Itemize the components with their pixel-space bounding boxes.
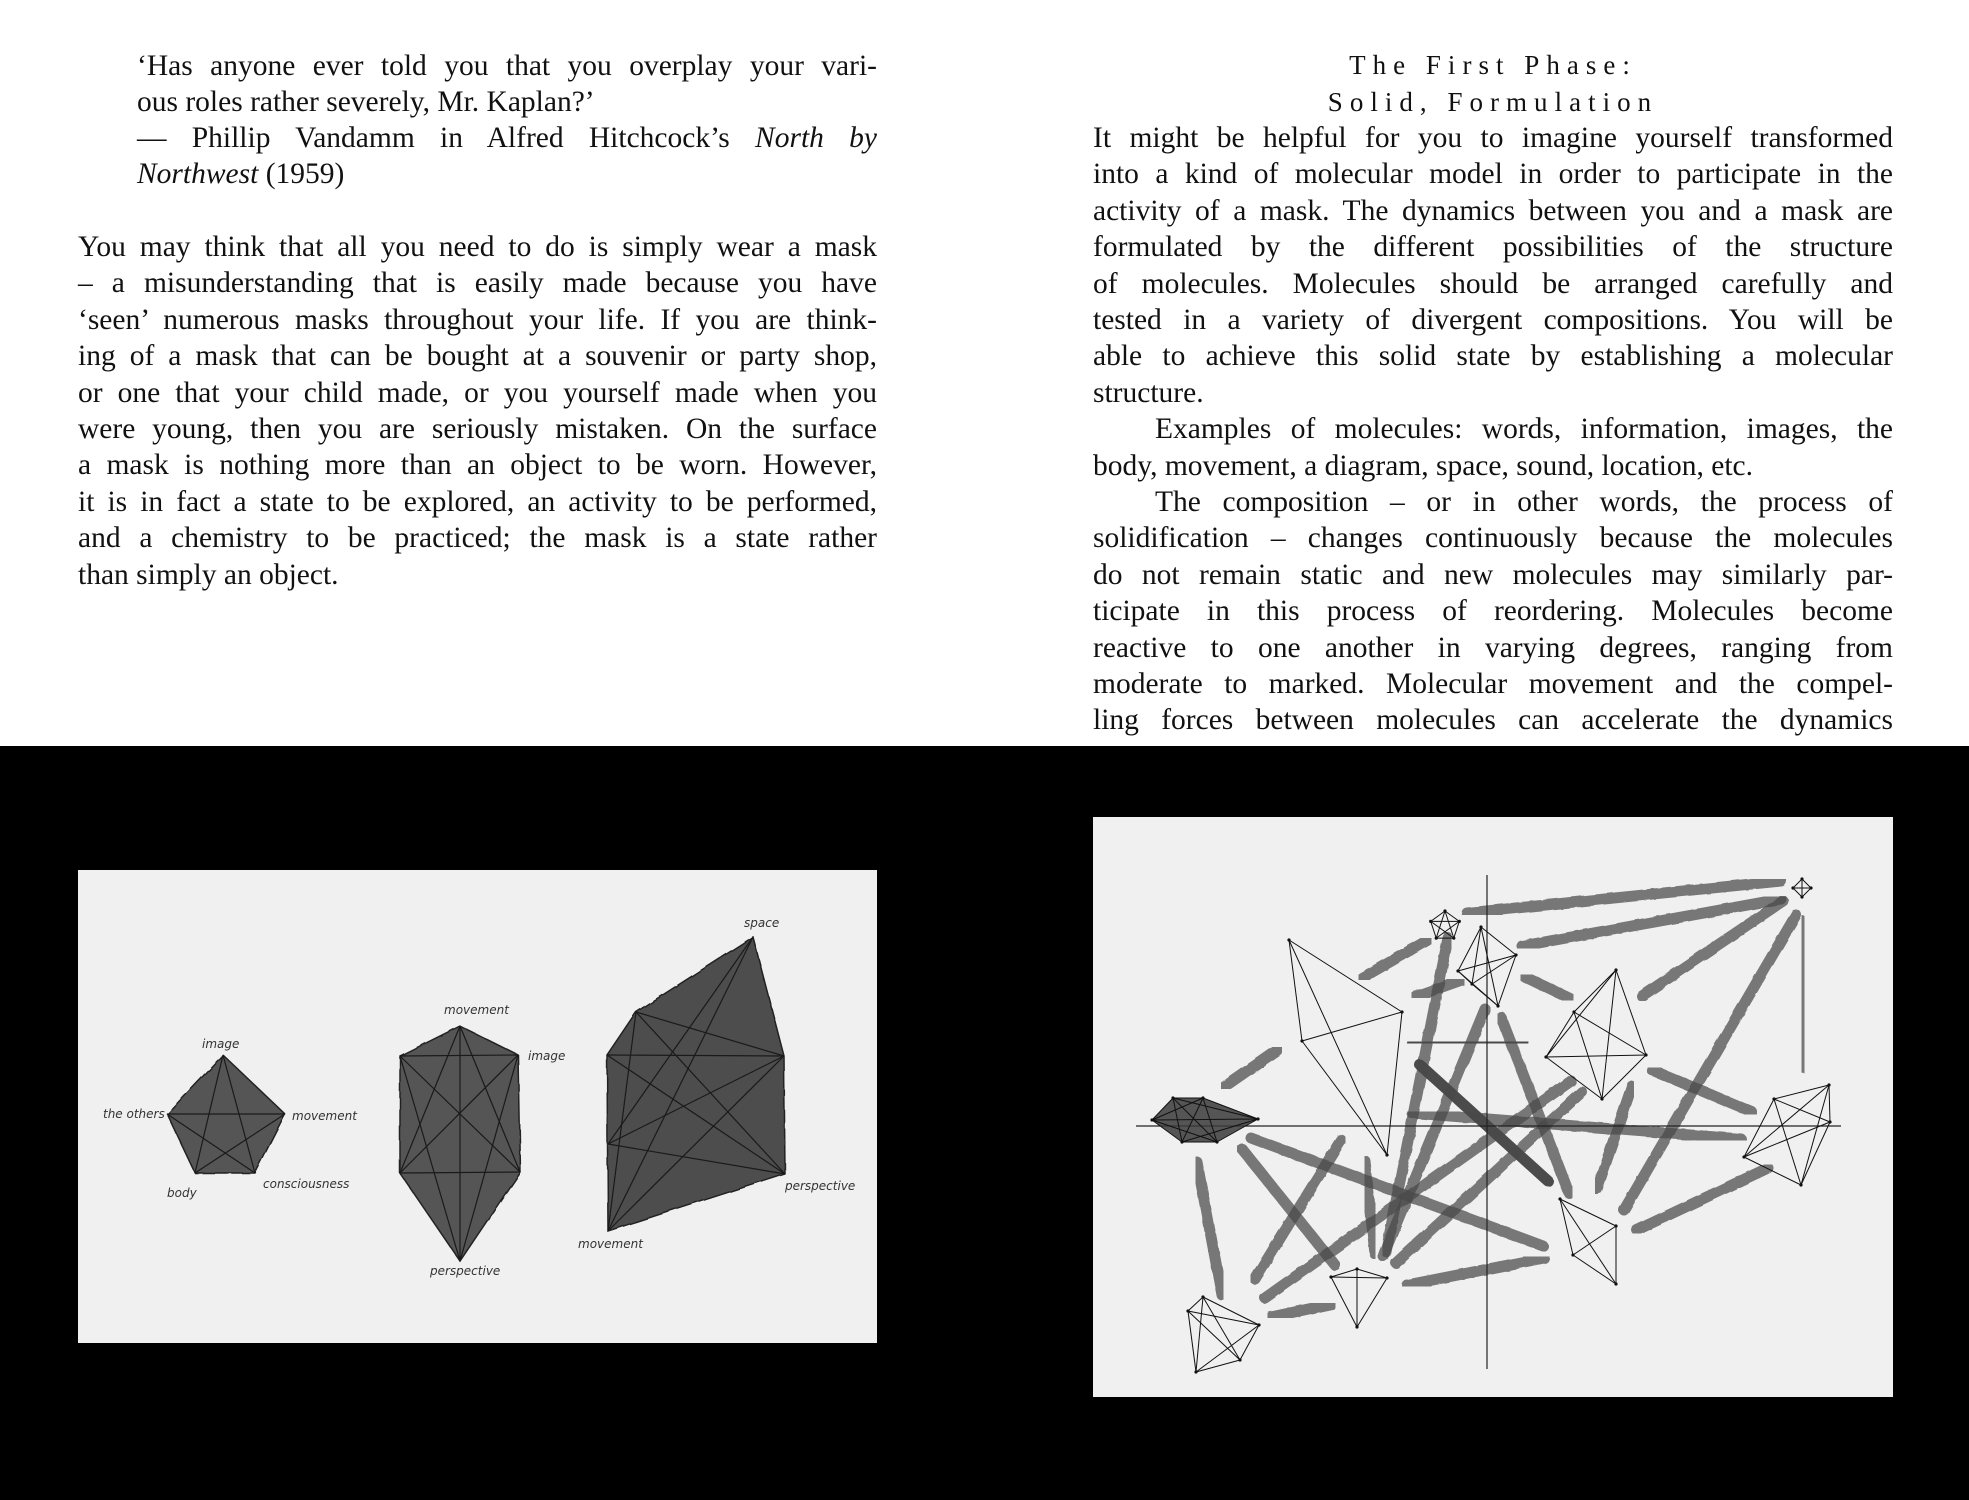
bottom-kite-molecule <box>1329 1267 1388 1328</box>
bottom-left-molecule-edge <box>1196 1360 1240 1372</box>
left-body-line: a mask is nothing more than an object to be worn. However, <box>78 449 877 482</box>
left-body-line: were young, then you are seriously mistaken. On the surface <box>78 413 877 445</box>
bottom-kite-molecule-edge <box>1357 1278 1387 1327</box>
right-body-line: reactive to one another in varying degrees, ranging from <box>1093 631 1893 664</box>
film-title-cont: Northwest <box>137 158 259 190</box>
label-image: image <box>202 1037 240 1051</box>
dark-molecule-vertex <box>1180 1140 1183 1143</box>
triangle-molecule-vertex <box>1558 1197 1561 1200</box>
diamond-molecule-edge <box>1574 970 1616 1012</box>
right-body-line: structure. <box>1093 376 1204 409</box>
triangle-molecule-vertex <box>1614 1282 1617 1285</box>
tiny-diamond-molecule-vertex <box>1809 886 1812 889</box>
dark-molecule-vertex <box>1171 1096 1174 1099</box>
triangle-molecule-vertex <box>1614 1224 1617 1227</box>
left-figure-molecule-drawings <box>78 870 877 1343</box>
pentagon-small-molecule-vertex <box>1435 937 1438 940</box>
section-title-line-2: Solid, Formulation <box>1327 87 1659 117</box>
tiny-diamond-molecule-edge <box>1802 879 1811 888</box>
hexagon-molecule <box>400 1003 565 1278</box>
bottom-left-molecule-edge <box>1188 1311 1196 1372</box>
diamond-molecule-edge <box>1546 1012 1574 1057</box>
diamond-molecule-edge <box>1546 970 1616 1057</box>
top-kite-molecule-vertex <box>1496 1004 1499 1007</box>
top-kite-molecule-vertex <box>1470 982 1473 985</box>
bottom-kite-molecule-vertex <box>1355 1267 1358 1270</box>
marker-strokes <box>1197 881 1804 1317</box>
large-molecule <box>578 916 855 1251</box>
top-kite-molecule-vertex <box>1479 925 1482 928</box>
bottom-left-molecule-edge <box>1188 1311 1240 1360</box>
right-molecule-vertex <box>1799 1183 1802 1186</box>
right-body-line: It might be helpful for you to imagine yourself transformed <box>1093 122 1893 154</box>
right-figure-svg <box>1093 817 1893 1397</box>
bottom-left-molecule-edge <box>1188 1311 1259 1325</box>
pentagon-small-molecule-vertex <box>1429 920 1432 923</box>
tiny-diamond-molecule <box>1791 877 1812 898</box>
label-movement-2: movement <box>444 1003 509 1017</box>
right-body-line: The composition – or in other words, the process of <box>1155 486 1893 518</box>
pentagon-small-molecule-edge <box>1436 911 1445 938</box>
marker-stroke <box>1407 1258 1544 1285</box>
right-body-line: formulated by the different possibilities of the structure <box>1093 231 1893 264</box>
right-figure-molecular-network <box>1093 817 1893 1397</box>
diamond-molecule-edge <box>1602 1055 1646 1099</box>
section-title-line-1: The First Phase: <box>1349 50 1637 80</box>
epigraph-line-2: ous roles rather severely, Mr. Kaplan?’ <box>137 86 595 118</box>
tiny-diamond-molecule-vertex <box>1791 886 1794 889</box>
tiny-diamond-molecule-edge <box>1793 888 1802 897</box>
label-image-2: image <box>528 1049 566 1063</box>
attribution-text: — Phillip Vandamm in Alfred Hitchcock’s <box>137 122 756 154</box>
right-body-line: do not remain static and new molecules may similarly par- <box>1093 558 1893 591</box>
tiny-diamond-molecule-vertex <box>1800 895 1803 898</box>
kite-molecule <box>1287 938 1403 1156</box>
film-year: (1959) <box>265 158 345 190</box>
dark-molecule-vertex <box>1201 1096 1204 1099</box>
right-molecule-edge <box>1744 1122 1830 1157</box>
diamond-molecule-edge <box>1616 970 1646 1055</box>
bottom-kite-molecule-vertex <box>1329 1275 1332 1278</box>
bottom-left-molecule-vertex <box>1194 1370 1197 1373</box>
bottom-left-molecule-edge <box>1196 1325 1259 1372</box>
dark-molecule-vertex <box>1215 1140 1218 1143</box>
bottom-left-molecule-vertex <box>1257 1323 1260 1326</box>
marker-stroke <box>1271 1304 1332 1317</box>
left-body-line: and a chemistry to be practiced; the mask is a state rather <box>78 522 877 555</box>
right-body-line: activity of a mask. The dynamics between you and a mask are <box>1093 194 1893 227</box>
tiny-diamond-molecule-edge <box>1802 888 1811 897</box>
bottom-left-molecule-edge <box>1188 1297 1203 1311</box>
label-perspective: perspective <box>430 1264 501 1278</box>
film-title: North by <box>755 122 878 154</box>
left-body-line: ing of a mask that can be bought at a souvenir or party shop, <box>78 340 877 373</box>
triangle-molecule-edge <box>1560 1199 1573 1255</box>
pentagon-small-molecule-vertex <box>1443 909 1446 912</box>
kite-molecule-vertex <box>1287 938 1290 941</box>
right-body-line: into a kind of molecular model in order to participate in the <box>1093 158 1893 191</box>
kite-molecule-vertex <box>1400 1010 1403 1013</box>
triangle-molecule-vertex <box>1571 1253 1574 1256</box>
diamond-molecule-edge <box>1602 970 1616 1099</box>
right-molecule-edge <box>1801 1085 1829 1185</box>
right-molecule-vertex <box>1772 1097 1775 1100</box>
marker-stroke <box>1802 921 1804 1068</box>
tiny-diamond-molecule-edge <box>1793 879 1802 888</box>
marker-stroke <box>1597 1086 1632 1189</box>
bottom-kite-molecule-edge <box>1331 1277 1387 1278</box>
large-shape-fill <box>607 937 785 1231</box>
left-body-line: ‘seen’ numerous masks throughout your life. If you are think- <box>78 303 877 336</box>
left-body-line: or one that your child made, or you yourself made when you <box>78 376 877 409</box>
right-molecule-vertex <box>1828 1120 1831 1123</box>
epigraph-attribution-cont <box>137 156 877 192</box>
triangle-molecule-edge <box>1573 1255 1616 1284</box>
bottom-kite-molecule-edge <box>1357 1269 1387 1278</box>
dark-molecule <box>1150 1096 1259 1143</box>
top-kite-molecule-edge <box>1498 955 1516 1006</box>
kite-molecule-edge <box>1302 1012 1402 1041</box>
epigraph-attribution <box>137 120 877 156</box>
diamond-molecule-edge <box>1574 1012 1646 1055</box>
marker-stroke <box>1523 976 1571 999</box>
left-body-line: than simply an object. <box>78 558 339 591</box>
diamond-molecule-vertex <box>1600 1097 1603 1100</box>
right-body-line: ticipate in this process of reordering. Molecules become <box>1093 595 1893 628</box>
label-perspective-2: perspective <box>785 1179 856 1193</box>
left-figure-svg <box>78 870 877 1343</box>
right-molecule-vertex <box>1742 1155 1745 1158</box>
right-body-line: body, movement, a diagram, space, sound, location, etc. <box>1093 449 1754 482</box>
marker-stroke <box>1637 1168 1768 1230</box>
top-kite-molecule-vertex <box>1514 953 1517 956</box>
label-movement-3: movement <box>578 1237 643 1251</box>
bottom-left-molecule-edge <box>1240 1325 1259 1360</box>
diamond-molecule-vertex <box>1544 1055 1547 1058</box>
diamond-molecule-vertex <box>1572 1010 1575 1013</box>
kite-molecule-vertex <box>1385 1153 1388 1156</box>
right-body-line: of molecules. Molecules should be arranged carefully and <box>1093 267 1893 300</box>
bottom-left-molecule-vertex <box>1186 1309 1189 1312</box>
left-body-line: it is in fact a state to be explored, an activity to be performed, <box>78 485 877 518</box>
right-molecule-edge <box>1829 1085 1830 1122</box>
right-body-line: moderate to marked. Molecular movement and the compel- <box>1093 668 1893 700</box>
top-kite-molecule-edge <box>1472 955 1516 984</box>
epigraph-line-1: ‘Has anyone ever told you that you overplay your vari- <box>137 50 877 82</box>
diamond-molecule-vertex <box>1644 1053 1647 1056</box>
bottom-left-molecule-vertex <box>1238 1358 1241 1361</box>
right-body-line: able to achieve this solid state by establishing a molecular <box>1093 340 1893 373</box>
marker-stroke <box>1197 1162 1222 1295</box>
label-movement: movement <box>292 1109 357 1123</box>
pentagon-small-molecule-edge <box>1431 921 1454 938</box>
bottom-left-molecule-edge <box>1196 1297 1203 1372</box>
label-the-others: the others <box>103 1107 165 1121</box>
pentagon-small-molecule-vertex <box>1452 937 1455 940</box>
diamond-molecule-vertex <box>1614 968 1617 971</box>
left-body-line: – a misunderstanding that is easily made because you have <box>78 267 877 300</box>
label-space: space <box>744 916 780 930</box>
bottom-left-molecule <box>1186 1295 1260 1373</box>
triangle-molecule-edge <box>1560 1199 1616 1284</box>
marker-stroke <box>1362 940 1428 978</box>
marker-stroke <box>1224 1049 1279 1087</box>
right-molecule-vertex <box>1827 1083 1830 1086</box>
kite-molecule-vertex <box>1300 1039 1303 1042</box>
bottom-kite-molecule-vertex <box>1385 1276 1388 1279</box>
left-body-line: You may think that all you need to do is simply wear a mask <box>78 231 877 263</box>
label-consciousness: consciousness <box>263 1177 350 1191</box>
right-body-line: Examples of molecules: words, information, images, the <box>1155 413 1893 446</box>
right-body-line: tested in a variety of divergent compositions. You will be <box>1093 304 1893 336</box>
bottom-kite-molecule-vertex <box>1355 1325 1358 1328</box>
marker-stroke <box>1365 1161 1375 1254</box>
diamond-molecule-edge <box>1546 1055 1646 1057</box>
triangle-molecule <box>1558 1197 1617 1285</box>
right-body-line: ling forces between molecules can accelerate the dynamics <box>1093 704 1893 737</box>
pentagon-molecule <box>103 1037 358 1200</box>
dark-molecule-vertex <box>1150 1118 1153 1121</box>
dark-molecule-vertex <box>1256 1117 1259 1120</box>
top-kite-molecule-vertex <box>1456 969 1459 972</box>
pentagon-small-molecule-vertex <box>1458 920 1461 923</box>
label-body: body <box>167 1186 197 1200</box>
right-body-line: solidification – changes continuously because the molecules <box>1093 522 1893 555</box>
kite-molecule-edge <box>1387 1012 1402 1155</box>
bottom-left-molecule-vertex <box>1201 1295 1204 1298</box>
tiny-diamond-molecule-vertex <box>1800 877 1803 880</box>
